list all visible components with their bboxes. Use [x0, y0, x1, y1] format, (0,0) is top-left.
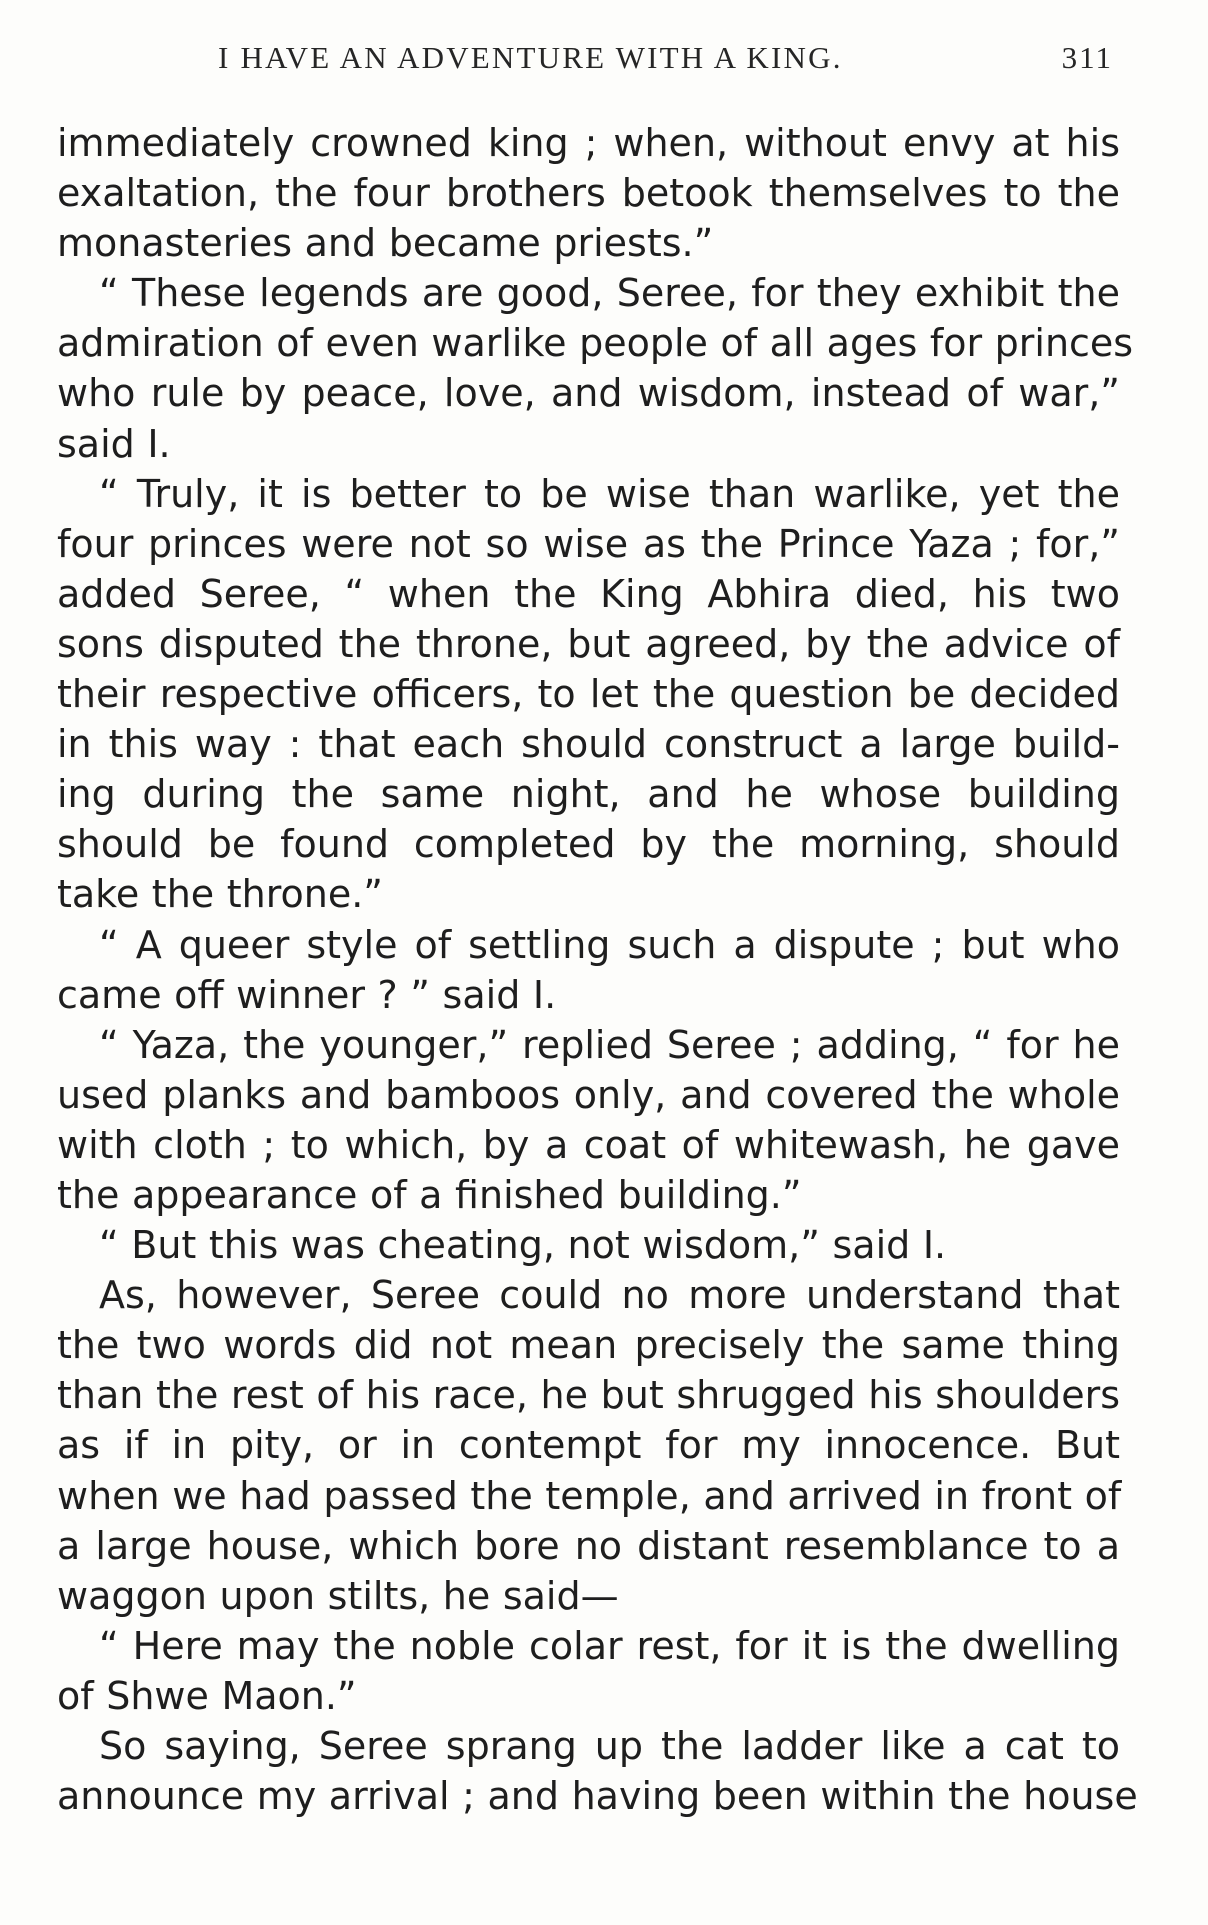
text-line: their respective officers, to let the question be decided	[57, 672, 1120, 717]
text-line: So saying, Seree sprang up the ladder like a cat to	[99, 1724, 1120, 1768]
text-line: who rule by peace, love, and wisdom, instead of war,”	[57, 371, 1120, 416]
text-line: “ These legends are good, Seree, for they exhibit the	[99, 271, 1120, 316]
text-line: immediately crowned king ; when, without envy at his	[57, 121, 1120, 165]
text-line: take the throne.”	[57, 872, 383, 917]
text-line: than the rest of his race, he but shrugged his shoulders	[57, 1373, 1120, 1418]
text-line: ing during the same night, and he whose building	[57, 772, 1120, 817]
text-line: came off winner ? ” said I.	[57, 972, 557, 1017]
text-line: used planks and bamboos only, and covered the whole	[57, 1072, 1120, 1117]
page-number: 311	[1061, 40, 1113, 75]
text-line: in this way : that each should construct a large build-	[57, 722, 1120, 767]
body-text	[57, 118, 1138, 1821]
text-line: of Shwe Maon.”	[57, 1673, 357, 1718]
text-line: “ A queer style of settling such a dispute ; but who	[99, 922, 1120, 967]
text-line: monasteries and became priests.”	[57, 221, 714, 266]
text-line: the two words did not mean precisely the same thing	[57, 1323, 1120, 1368]
page-header	[218, 34, 1113, 82]
text-line: said I.	[57, 421, 171, 466]
text-line: waggon upon stilts, he said—	[57, 1573, 619, 1618]
text-line: As, however, Seree could no more understand that	[99, 1273, 1120, 1318]
text-line: with cloth ; to which, by a coat of whitewash, he gave	[57, 1122, 1120, 1167]
text-line: added Seree, “ when the King Abhira died, his two	[57, 571, 1120, 616]
text-line: exaltation, the four brothers betook themselves to the	[57, 171, 1120, 216]
text-line: admiration of even warlike people of all ages for princes	[57, 321, 1134, 366]
text-line: announce my arrival ; and having been within the house	[57, 1774, 1138, 1819]
text-line: “ But this was cheating, not wisdom,” said I.	[99, 1223, 947, 1268]
text-line: should be found completed by the morning, should	[57, 822, 1120, 867]
text-line: “ Yaza, the younger,” replied Seree ; adding, “ for he	[99, 1022, 1120, 1067]
text-line: sons disputed the throne, but agreed, by the advice of	[57, 621, 1120, 666]
text-line: as if in pity, or in contempt for my innocence. But	[57, 1423, 1120, 1468]
text-line: “ Truly, it is better to be wise than warlike, yet the	[99, 471, 1120, 516]
text-line: the appearance of a finished building.”	[57, 1172, 802, 1217]
text-line: four princes were not so wise as the Prince Yaza ; for,”	[57, 521, 1120, 566]
text-line: a large house, which bore no distant resemblance to a	[57, 1523, 1120, 1568]
running-title: I HAVE AN ADVENTURE WITH A KING.	[218, 40, 843, 75]
text-line: “ Here may the noble colar rest, for it is the dwelling	[99, 1623, 1120, 1668]
text-line: when we had passed the temple, and arrived in front of	[57, 1473, 1122, 1518]
